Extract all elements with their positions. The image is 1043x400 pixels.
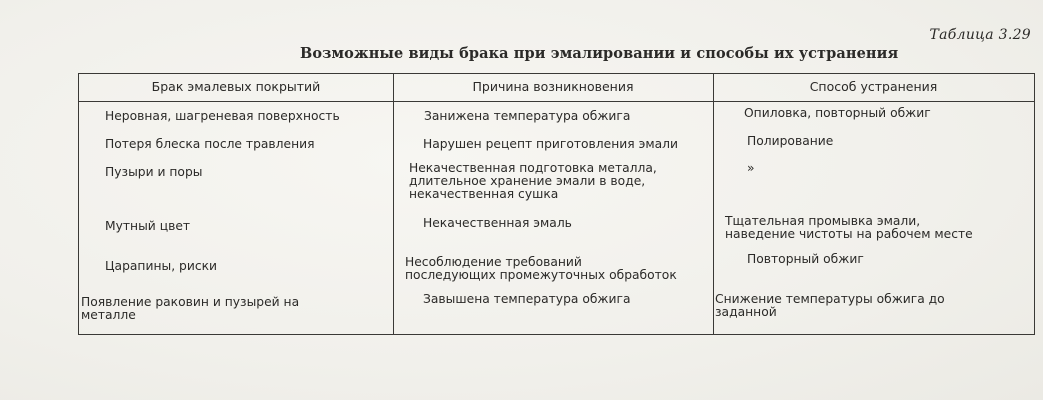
- header-cause: Причина возникновения: [472, 79, 634, 94]
- header-divider: [79, 101, 1034, 102]
- defects-table: [78, 73, 1035, 335]
- table-cell-defect: Появление раковин и пузырей на металле: [81, 295, 300, 322]
- table-cell-cause: Некачественная подготовка металла, длительное хранение эмали в воде, некачественная сушка: [409, 161, 657, 201]
- table-cell-defect: Пузыри и поры: [105, 165, 203, 179]
- table-cell-cause: Нарушен рецепт приготовления эмали: [423, 137, 678, 151]
- table-cell-remedy: Полирование: [747, 134, 834, 148]
- header-defect: Брак эмалевых покрытий: [151, 79, 321, 94]
- table-cell-remedy: »: [747, 161, 755, 175]
- table-cell-defect: Мутный цвет: [105, 219, 191, 233]
- table-cell-remedy: Опиловка, повторный обжиг: [744, 106, 931, 120]
- table-cell-defect: Неровная, шагреневая поверхность: [105, 109, 340, 123]
- table-cell-cause: Занижена температура обжига: [424, 109, 631, 123]
- table-cell-remedy: Повторный обжиг: [747, 252, 864, 266]
- table-cell-remedy: Снижение температуры обжига до заданной: [715, 292, 945, 319]
- table-cell-cause: Несоблюдение требований последующих промежуточных обработок: [405, 255, 677, 282]
- table-cell-defect: Царапины, риски: [105, 259, 217, 273]
- table-title: Возможные виды брака при эмалировании и способы их устранения: [300, 45, 899, 62]
- column-divider: [393, 74, 394, 334]
- table-cell-defect: Потеря блеска после травления: [105, 137, 315, 151]
- table-cell-cause: Некачественная эмаль: [423, 216, 572, 230]
- table-cell-cause: Завышена температура обжига: [423, 292, 631, 306]
- column-divider: [713, 74, 714, 334]
- header-remedy: Способ устранения: [809, 79, 938, 94]
- table-cell-remedy: Тщательная промывка эмали, наведение чистоты на рабочем месте: [725, 214, 973, 241]
- table-number: Таблица 3.29: [929, 27, 1031, 43]
